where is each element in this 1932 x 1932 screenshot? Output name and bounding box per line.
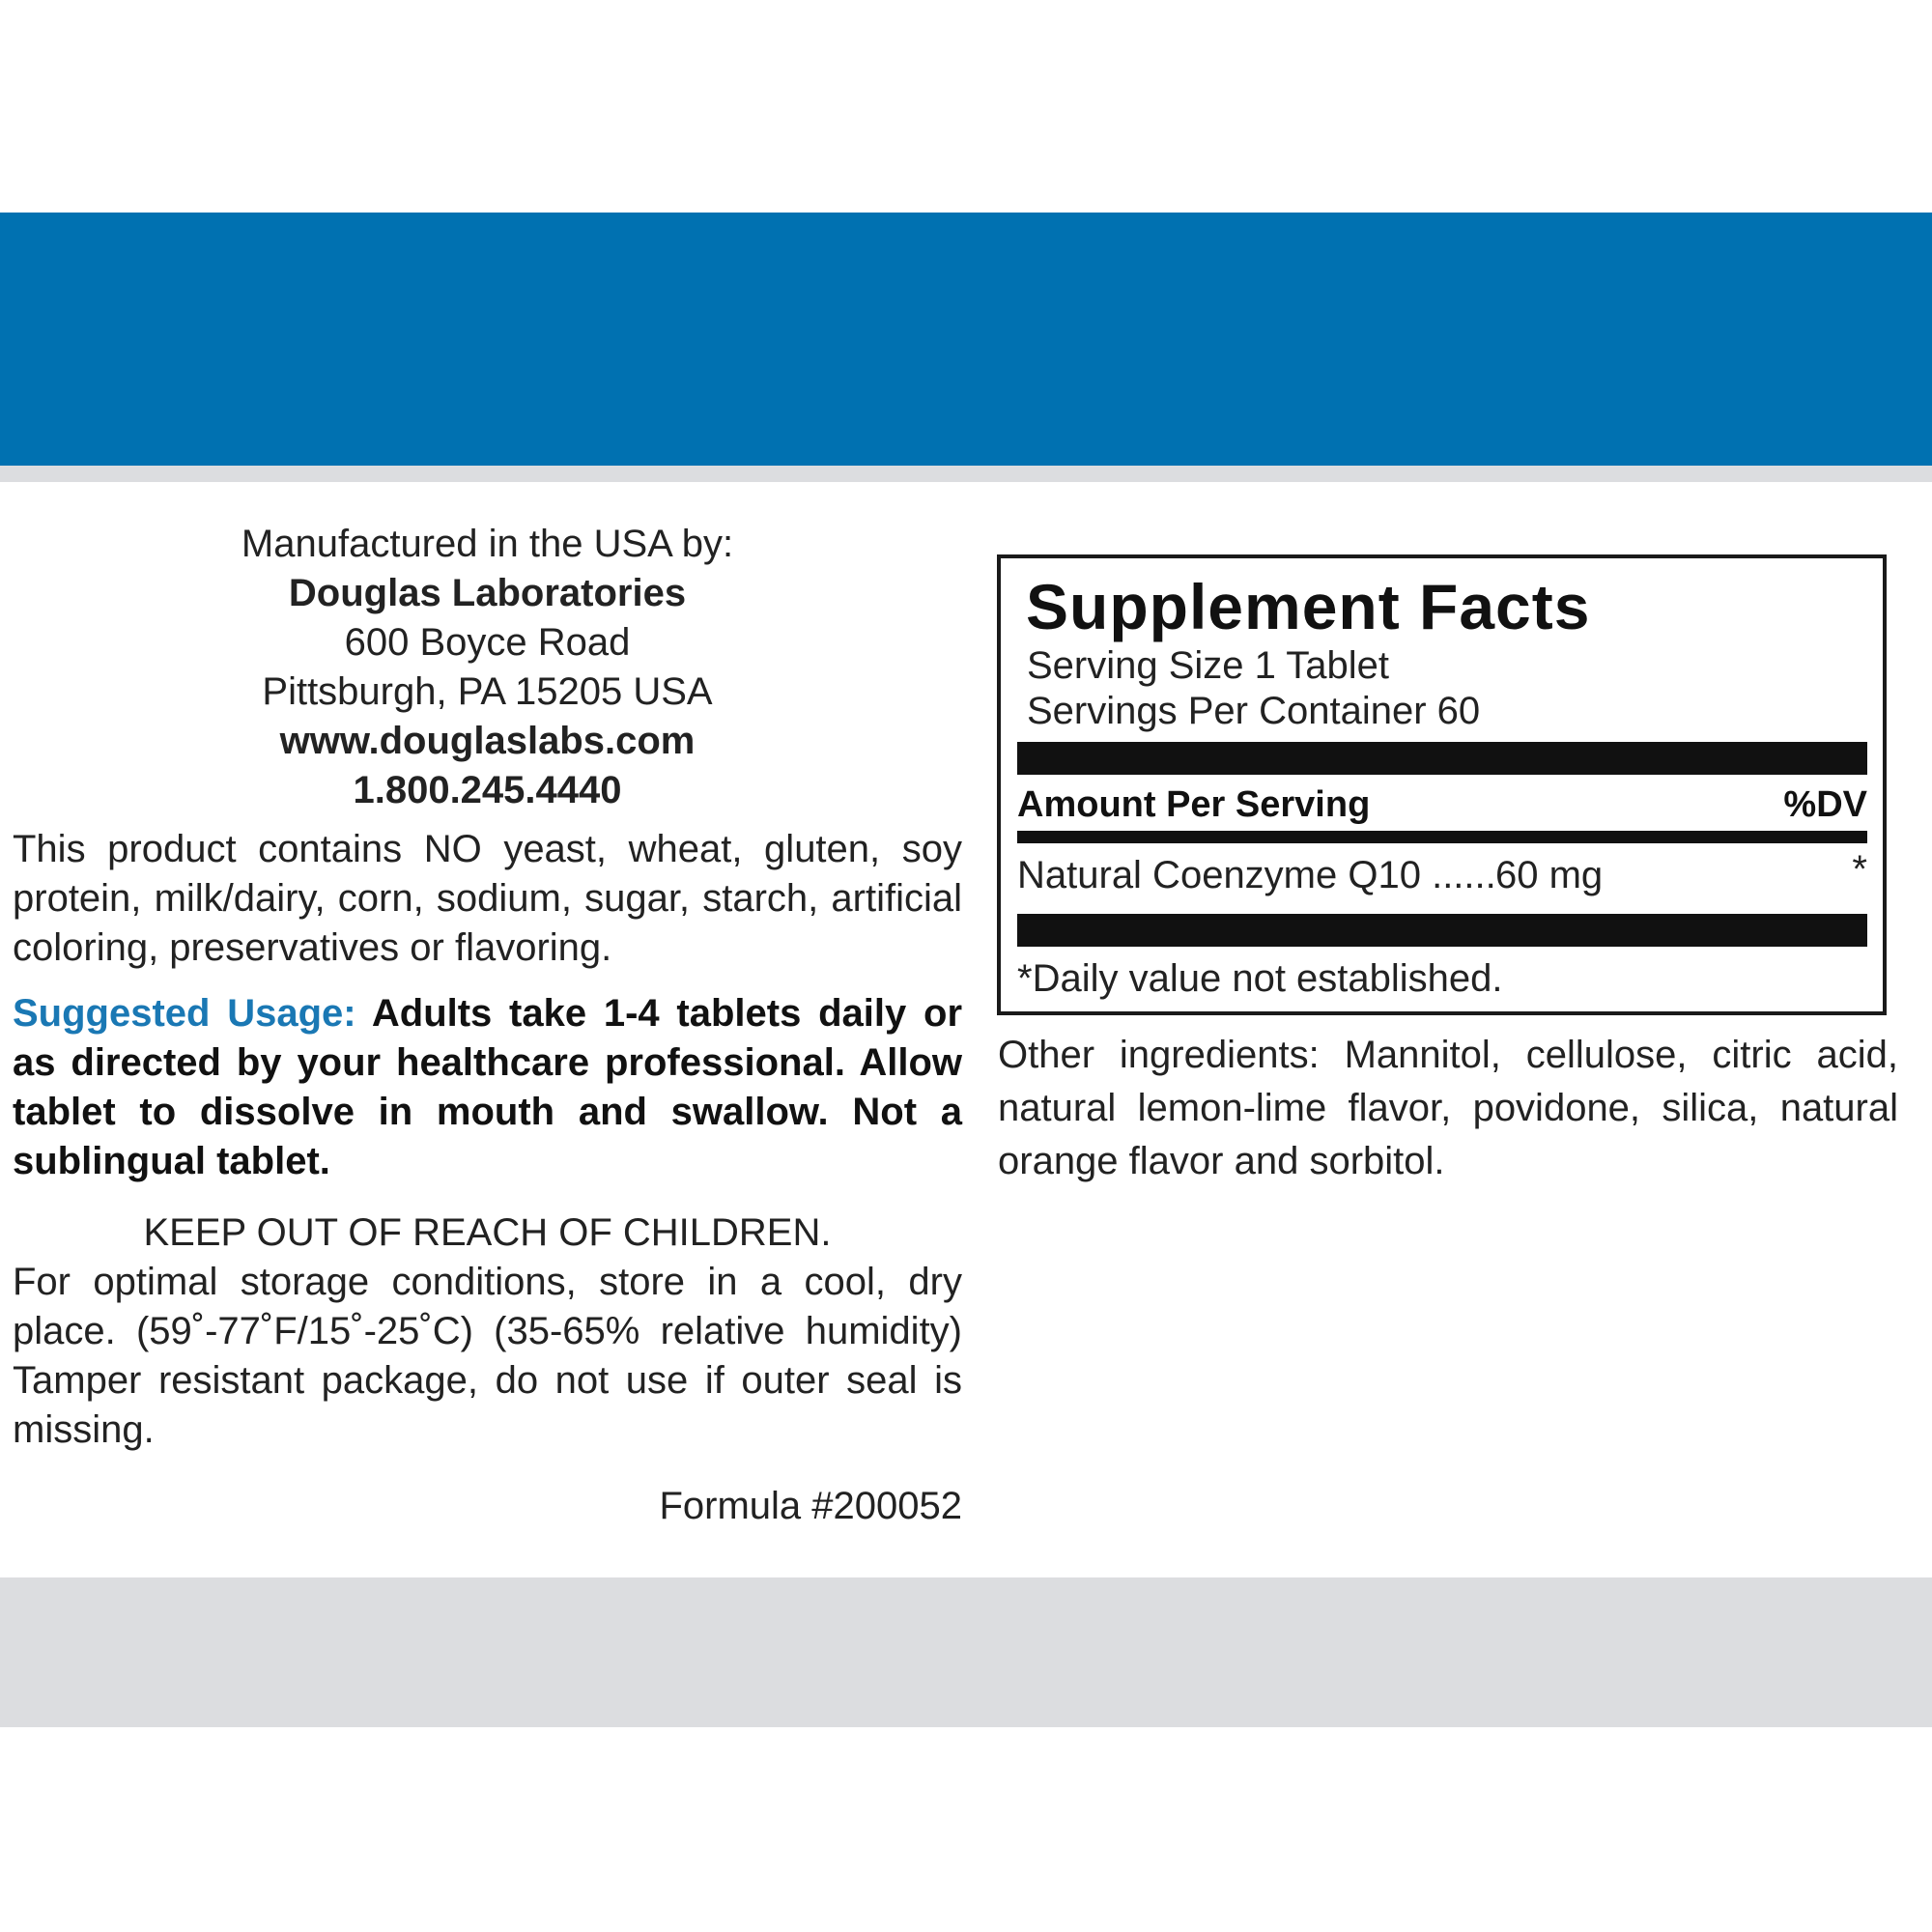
top-blue-band — [0, 213, 1932, 466]
nutrient-dv: * — [1852, 848, 1867, 891]
storage-instructions: For optimal storage conditions, store in a cool, dry place. (59˚-77˚F/15˚-25˚C) (35-65% relative humidity) Tamper resistant package, do not use if outer seal is missing. — [13, 1261, 962, 1451]
allergen-statement: This product contains NO yeast, wheat, gluten, soy protein, milk/dairy, corn, sodium, sugar, starch, artificial coloring, preservatives or flavoring. — [13, 828, 962, 969]
serving-info — [1027, 643, 1480, 734]
manufacturer-website: www.douglaslabs.com — [279, 720, 696, 762]
manufacturer-name: Douglas Laboratories — [288, 572, 687, 614]
amount-per-serving-header: Amount Per Serving — [1017, 784, 1371, 825]
nutrient-row — [1017, 848, 1867, 902]
nutrient-dots: ...... — [1420, 854, 1496, 896]
other-ingredients: Other ingredients: Mannitol, cellulose, citric acid, natural lemon-lime flavor, povidone, silica, natural orange flavor and sorbitol. — [998, 1034, 1898, 1182]
medium-rule — [1017, 831, 1867, 843]
manufacturer-city: Pittsburgh, PA 15205 USA — [262, 670, 713, 713]
nutrient-amount: 60 mg — [1495, 854, 1604, 896]
servings-per-container: Servings Per Container 60 — [1027, 690, 1481, 732]
serving-size: Serving Size 1 Tablet — [1027, 644, 1390, 687]
manufacturer-block — [13, 520, 962, 815]
amount-header-row — [1017, 779, 1867, 827]
bottom-gray-band — [0, 1577, 1932, 1727]
formula-number: Formula #200052 — [659, 1485, 962, 1527]
manufacturer-street: 600 Boyce Road — [344, 621, 631, 664]
dv-header: %DV — [1783, 784, 1867, 825]
left-column — [13, 520, 962, 1531]
thick-rule-bottom — [1017, 914, 1867, 947]
thick-rule — [1017, 742, 1867, 775]
band-divider — [0, 466, 1932, 482]
suggested-usage-label: Suggested Usage: — [13, 992, 356, 1035]
facts-footnote: *Daily value not established. — [1017, 957, 1503, 1000]
supplement-facts-panel — [997, 554, 1887, 1015]
child-warning: KEEP OUT OF REACH OF CHILDREN. — [143, 1211, 832, 1254]
manufacturer-intro: Manufactured in the USA by: — [241, 523, 734, 565]
facts-title: Supplement Facts — [1026, 571, 1591, 642]
manufacturer-phone: 1.800.245.4440 — [353, 769, 622, 811]
suggested-usage — [13, 989, 962, 1186]
nutrient-name: Natural Coenzyme Q10 — [1017, 854, 1421, 896]
suggested-usage-text: Adults take 1-4 tablets daily or as directed by your healthcare professional. Allow tablet to dissolve in mouth and swallow. Not a sublingual tablet. — [13, 992, 963, 1182]
